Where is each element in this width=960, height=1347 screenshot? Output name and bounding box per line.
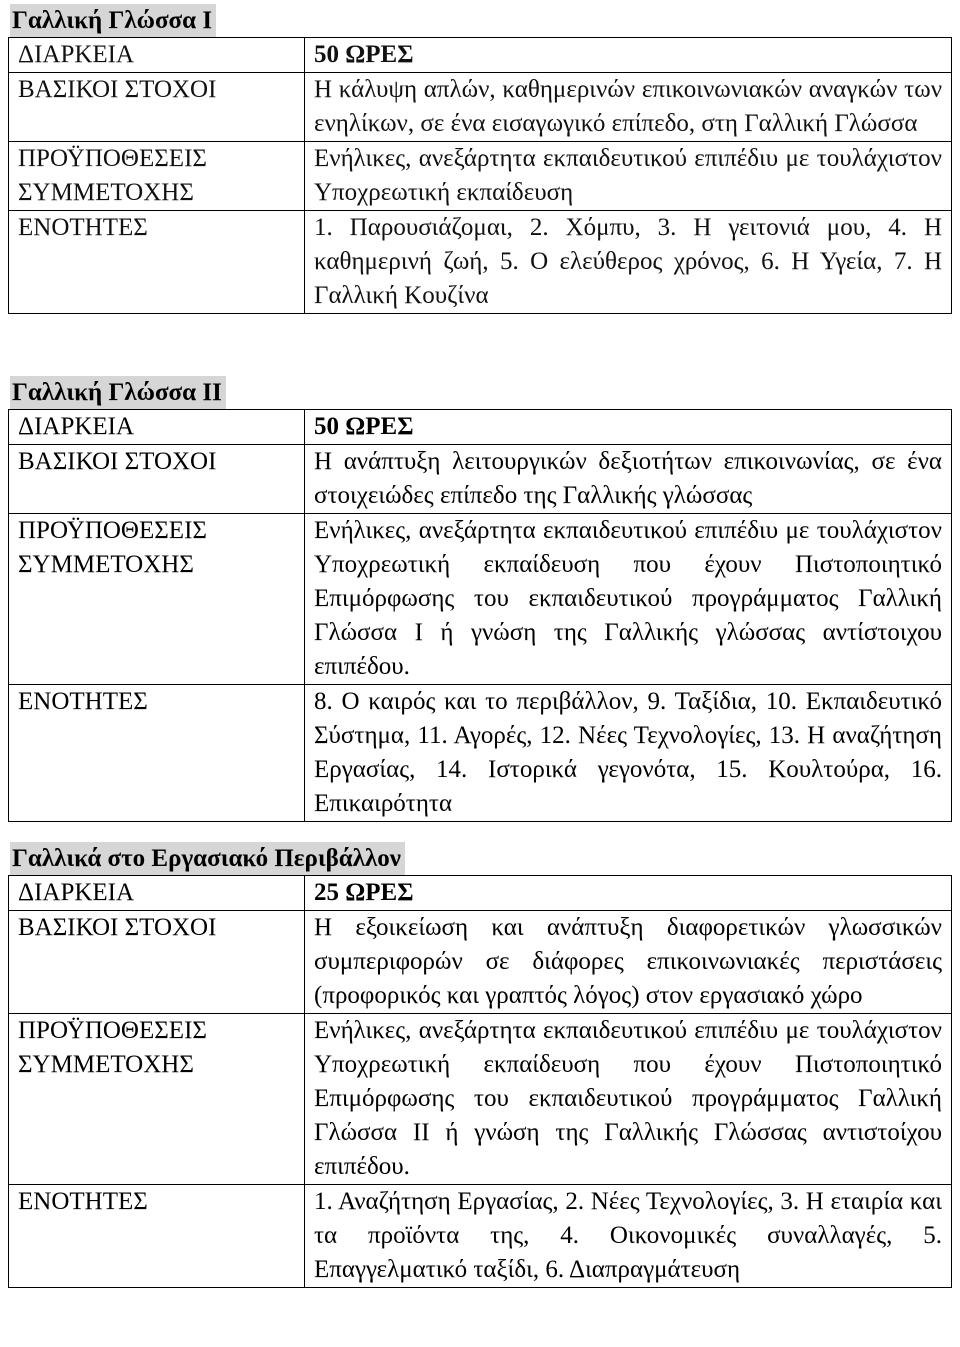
prerequisites-value: Ενήλικες, ανεξάρτητα εκπαιδευτικού επιπέδιυ με τουλάχιστον Υποχρεωτική εκπαίδευση που έχουν Πιστοποιητικό Επιμόρφωσης του εκπαιδευτικού προγράμματος Γαλλική Γλώσσα Ι ή γνώση της Γαλλικής γλώσσας αντίστοιχου επιπέδου.: [305, 514, 952, 685]
course-info-table: [8, 37, 952, 314]
course-title: Γαλλική Γλώσσα Ι: [10, 4, 216, 37]
course-section-french-workplace: [8, 842, 952, 1288]
units-row: [9, 685, 952, 822]
units-label: ΕΝΟΤΗΤΕΣ: [9, 211, 305, 314]
prerequisites-label: ΠΡΟΫΠΟΘΕΣΕΙΣ ΣΥΜΜΕΤΟΧΗΣ: [9, 1014, 305, 1185]
duration-label: ΔΙΑΡΚΕΙΑ: [9, 876, 305, 911]
course-info-table: [8, 875, 952, 1288]
goals-value: Η εξοικείωση και ανάπτυξη διαφορετικών γλωσσικών συμπεριφορών σε διάφορες επικοινωνιακές περιστάσεις (προφορικός και γραπτός λόγος) στον εργασιακό χώρο: [305, 911, 952, 1014]
course-section-french-1: [8, 4, 952, 314]
goals-label: ΒΑΣΙΚΟΙ ΣΤΟΧΟΙ: [9, 445, 305, 514]
units-label: ΕΝΟΤΗΤΕΣ: [9, 1185, 305, 1288]
goals-label: ΒΑΣΙΚΟΙ ΣΤΟΧΟΙ: [9, 73, 305, 142]
duration-label: ΔΙΑΡΚΕΙΑ: [9, 38, 305, 73]
prerequisites-label: ΠΡΟΫΠΟΘΕΣΕΙΣ ΣΥΜΜΕΤΟΧΗΣ: [9, 514, 305, 685]
goals-value: Η κάλυψη απλών, καθημερινών επικοινωνιακών αναγκών των ενηλίκων, σε ένα εισαγωγικό επίπεδο, στη Γαλλική Γλώσσα: [305, 73, 952, 142]
goals-row: [9, 911, 952, 1014]
units-value: 8. Ο καιρός και το περιβάλλον, 9. Ταξίδια, 10. Εκπαιδευτικό Σύστημα, 11. Αγορές, 12. Νέες Τεχνολογίες, 13. Η αναζήτηση Εργασίας, 14. Ιστορικά γεγονότα, 15. Κουλτούρα, 16. Επικαιρότητα: [305, 685, 952, 822]
duration-value: 50 ΩΡΕΣ: [305, 38, 952, 73]
goals-label: ΒΑΣΙΚΟΙ ΣΤΟΧΟΙ: [9, 911, 305, 1014]
units-value: 1. Παρουσιάζομαι, 2. Χόμπυ, 3. Η γειτονιά μου, 4. Η καθημερινή ζωή, 5. Ο ελεύθερος χρόνος, 6. Η Υγεία, 7. Η Γαλλική Κουζίνα: [305, 211, 952, 314]
units-row: [9, 211, 952, 314]
prerequisites-value: Ενήλικες, ανεξάρτητα εκπαιδευτικού επιπέδιυ με τουλάχιστον Υποχρεωτική εκπαίδευση: [305, 142, 952, 211]
prerequisites-row: [9, 142, 952, 211]
duration-row: [9, 410, 952, 445]
duration-value: 25 ΩΡΕΣ: [305, 876, 952, 911]
course-section-french-2: [8, 376, 952, 822]
goals-row: [9, 445, 952, 514]
units-label: ΕΝΟΤΗΤΕΣ: [9, 685, 305, 822]
course-title: Γαλλική Γλώσσα ΙΙ: [10, 376, 226, 409]
duration-row: [9, 38, 952, 73]
duration-row: [9, 876, 952, 911]
units-value: 1. Αναζήτηση Εργασίας, 2. Νέες Τεχνολογίες, 3. Η εταιρία και τα προϊόντα της, 4. Οικονομικές συναλλαγές, 5. Επαγγελματικό ταξίδι, 6. Διαπραγμάτευση: [305, 1185, 952, 1288]
prerequisites-row: [9, 1014, 952, 1185]
prerequisites-value: Ενήλικες, ανεξάρτητα εκπαιδευτικού επιπέδιυ με τουλάχιστον Υποχρεωτική εκπαίδευση που έχουν Πιστοποιητικό Επιμόρφωσης του εκπαιδευτικού προγράμματος Γαλλική Γλώσσα ΙΙ ή γνώση της Γαλλικής Γλώσσας αντιστοίχου επιπέδου.: [305, 1014, 952, 1185]
units-row: [9, 1185, 952, 1288]
course-info-table: [8, 409, 952, 822]
goals-value: Η ανάπτυξη λειτουργικών δεξιοτήτων επικοινωνίας, σε ένα στοιχειώδες επίπεδο της Γαλλικής γλώσσας: [305, 445, 952, 514]
duration-label: ΔΙΑΡΚΕΙΑ: [9, 410, 305, 445]
prerequisites-row: [9, 514, 952, 685]
duration-value: 50 ΩΡΕΣ: [305, 410, 952, 445]
prerequisites-label: ΠΡΟΫΠΟΘΕΣΕΙΣ ΣΥΜΜΕΤΟΧΗΣ: [9, 142, 305, 211]
goals-row: [9, 73, 952, 142]
course-title: Γαλλικά στο Εργασιακό Περιβάλλον: [10, 842, 405, 875]
